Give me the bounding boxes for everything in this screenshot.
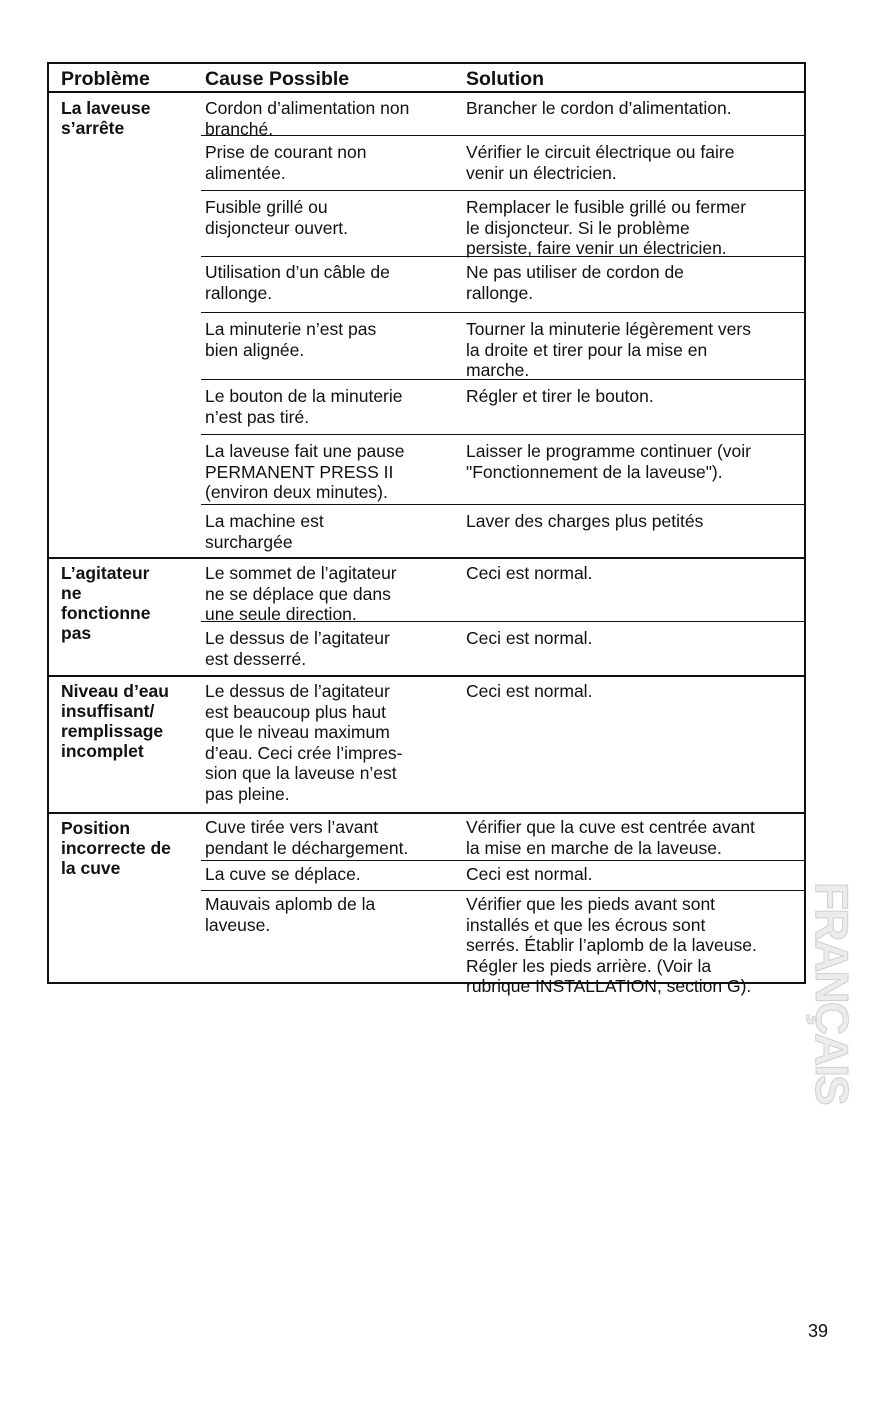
solution-cell: Ceci est normal. (466, 563, 593, 583)
solution-cell: Ceci est normal. (466, 864, 593, 884)
row-divider (201, 379, 804, 380)
page-number: 39 (808, 1321, 829, 1341)
solution-cell: Régler et tirer le bouton. (466, 386, 654, 406)
row-divider (201, 890, 804, 891)
header-divider (49, 91, 804, 93)
row-divider (201, 504, 804, 505)
header-probleme: Problème (61, 68, 150, 90)
group-divider (49, 557, 804, 559)
header-solution: Solution (466, 68, 544, 90)
solution-cell: Ceci est normal. (466, 628, 593, 648)
row-divider (201, 860, 804, 861)
cause-cell: Cuve tirée vers l’avant pendant le déchargement. (205, 817, 409, 858)
solution-cell: Vérifier que la cuve est centrée avant la mise en marche de la laveuse. (466, 817, 755, 858)
row-divider (201, 621, 804, 622)
cause-cell: Fusible grillé ou disjoncteur ouvert. (205, 197, 348, 238)
cause-cell: La laveuse fait une pause PERMANENT PRESS II (environ deux minutes). (205, 441, 405, 502)
language-side-label: FRANÇAIS (806, 882, 858, 1104)
solution-cell: Laisser le programme continuer (voir "Fonctionnement de la laveuse"). (466, 441, 751, 482)
cause-cell: Le dessus de l’agitateur est beaucoup plus haut que le niveau maximum d’eau. Ceci crée l’impres- sion que la laveuse n’est pas pleine. (205, 681, 403, 804)
solution-cell: Brancher le cordon d’alimentation. (466, 98, 732, 118)
troubleshooting-table (47, 62, 806, 996)
cause-cell: Mauvais aplomb de la laveuse. (205, 894, 376, 935)
cause-cell: Cordon d’alimentation non branché. (205, 98, 410, 139)
row-divider (201, 190, 804, 191)
row-divider (201, 312, 804, 313)
header-cause: Cause Possible (205, 68, 350, 90)
solution-cell: Ne pas utiliser de cordon de rallonge. (466, 262, 684, 303)
solution-cell: Tourner la minuterie légèrement vers la droite et tirer pour la mise en marche. (466, 319, 751, 380)
solution-cell: Ceci est normal. (466, 681, 593, 701)
cause-cell: La machine est surchargée (205, 511, 324, 552)
problem-label: La laveuse s’arrête (61, 98, 151, 138)
cause-cell: Le dessus de l’agitateur est desserré. (205, 628, 390, 669)
row-divider (201, 135, 804, 136)
solution-cell: Vérifier le circuit électrique ou faire venir un électricien. (466, 142, 735, 183)
group-divider (49, 812, 804, 814)
group-divider (49, 675, 804, 677)
problem-label: Position incorrecte de la cuve (61, 818, 171, 878)
cause-cell: Utilisation d’un câble de rallonge. (205, 262, 390, 303)
problem-label: Niveau d’eau insuffisant/ remplissage incomplet (61, 681, 169, 761)
cause-cell: Le bouton de la minuterie n’est pas tiré. (205, 386, 403, 427)
solution-cell: Remplacer le fusible grillé ou fermer le disjoncteur. Si le problème persiste, faire venir un électricien. (466, 197, 747, 258)
cause-cell: La cuve se déplace. (205, 864, 361, 884)
row-divider (201, 434, 804, 435)
row-divider (201, 256, 804, 257)
problem-label: L’agitateur ne fonctionne pas (61, 563, 151, 643)
cause-cell: Le sommet de l’agitateur ne se déplace que dans une seule direction. (205, 563, 397, 624)
solution-cell: Vérifier que les pieds avant sont installés et que les écrous sont serrés. Établir l’aplomb de la laveuse. Régler les pieds arrière. (Voir la rubrique INSTALLATION, section G). (466, 894, 757, 996)
cause-cell: Prise de courant non alimentée. (205, 142, 367, 183)
cause-cell: La minuterie n’est pas bien alignée. (205, 319, 377, 360)
solution-cell: Laver des charges plus petités (466, 511, 704, 531)
